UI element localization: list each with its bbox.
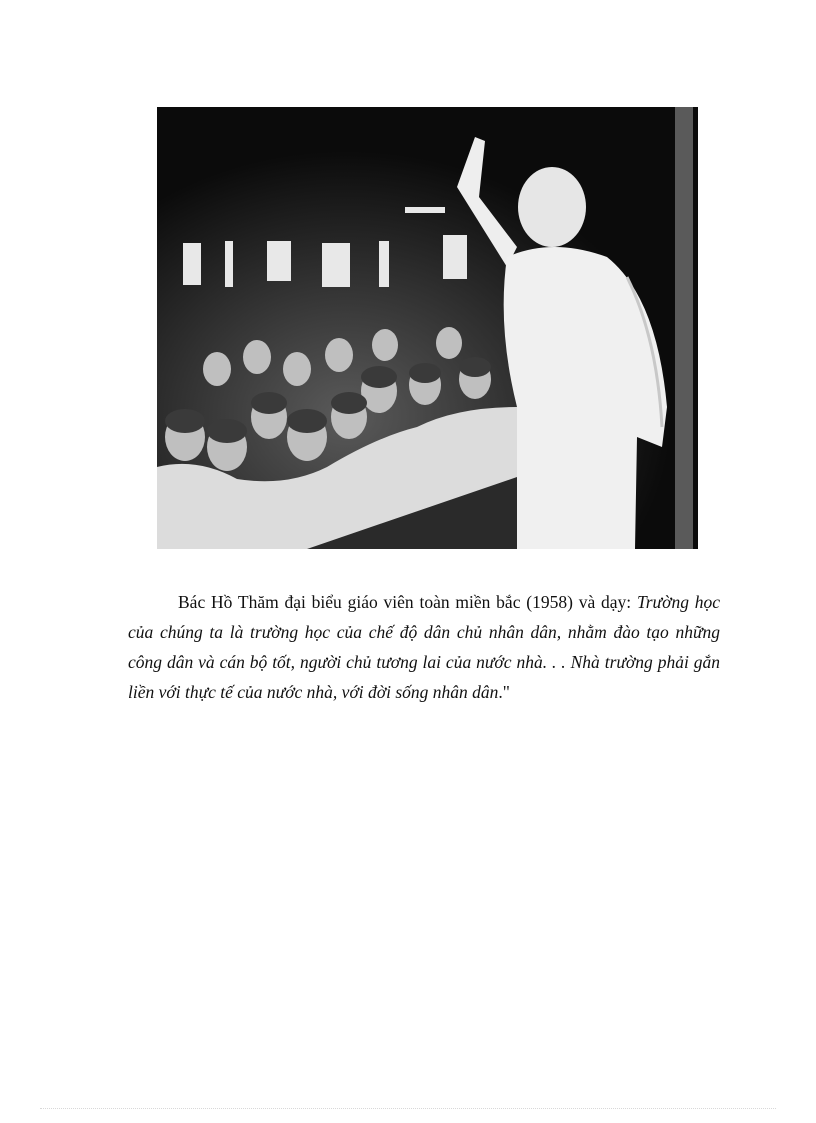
page-footer-rule [40,1108,776,1109]
caption-lead: Bác Hồ Thăm đại biểu giáo viên toàn miền bắc (1958) và dạy: [178,592,632,612]
caption-quote: Trường học của chúng ta là trường học của chế độ dân chủ nhân dân, nhằm đào tạo những công dân và cán bộ tốt, người chủ tương lai của nước nhà. . . Nhà trường phải gắn liền với thực tế của nước nhà, với đời sống nhân dân [128,592,721,702]
photo-caption [128,587,720,707]
historical-photo [157,107,698,549]
caption-closing: ." [498,682,510,702]
photo-illustration [157,107,698,549]
pillar [675,107,693,549]
